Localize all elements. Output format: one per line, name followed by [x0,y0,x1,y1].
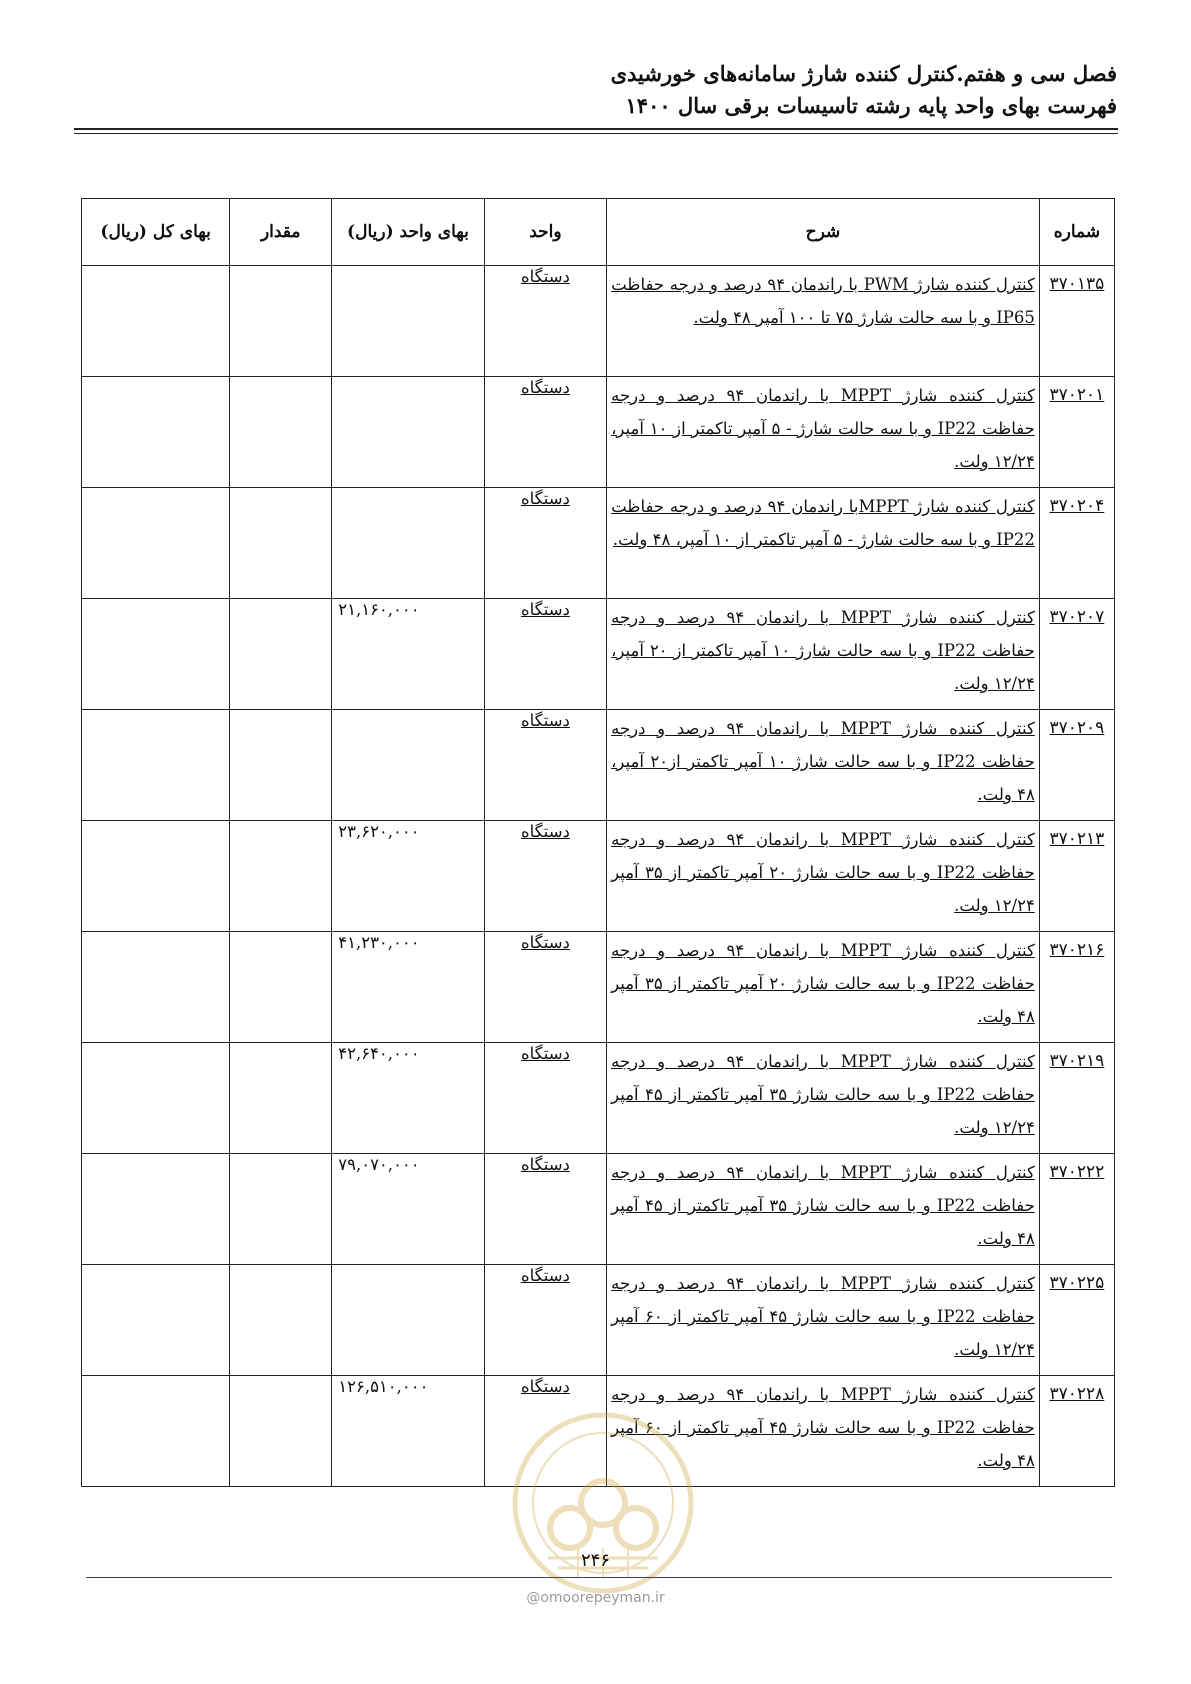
item-code-cell [1039,710,1114,821]
item-unit: دستگاه [520,711,570,730]
item-code: ۳۷۰۲۱۶ [1049,940,1105,960]
item-total [82,266,230,377]
item-qty [230,1376,332,1487]
item-unit-cell [484,377,606,488]
item-qty [230,821,332,932]
item-unit: دستگاه [520,1377,570,1396]
table-row [82,266,1115,377]
item-desc: کنترل کننده شارژ MPPT با راندمان ۹۴ درصد و درجه حفاظت IP22 و با سه حالت شارژ ۴۵ آمپر تاکمتر از ۶۰ آمپر ۱۲/۲۴ ولت. [611,1274,1035,1359]
item-unit-price: ۴۱,۲۳۰,۰۰۰ [332,932,484,1043]
item-desc-cell [607,1043,1040,1154]
item-desc-cell [607,266,1040,377]
item-unit-price: ۲۳,۶۲۰,۰۰۰ [332,821,484,932]
item-desc-cell [607,710,1040,821]
item-desc: کنترل کننده شارژ MPPT با راندمان ۹۴ درصد و درجه حفاظت IP22 و با سه حالت شارژ ۳۵ آمپر تاکمتر از ۴۵ آمپر ۱۲/۲۴ ولت. [611,1052,1035,1137]
item-code-cell [1039,599,1114,710]
item-code: ۳۷۰۲۰۹ [1049,718,1105,738]
col-header-code: شماره [1039,199,1114,266]
item-qty [230,1154,332,1265]
item-code: ۳۷۰۲۲۸ [1049,1384,1105,1404]
item-total [82,599,230,710]
item-total [82,1043,230,1154]
item-desc: کنترل کننده شارژ PWM با راندمان ۹۴ درصد و درجه حفاظت IP65 و با سه حالت شارژ ۷۵ تا ۱۰۰ آمپر ۴۸ ولت. [611,275,1035,327]
item-qty [230,488,332,599]
item-desc: کنترل کننده شارژ MPPTبا راندمان ۹۴ درصد و درجه حفاظت IP22 و با سه حالت شارژ - ۵ آمپر تاکمتر از ۱۰ آمپر، ۴۸ ولت. [611,497,1035,549]
price-table [81,198,1115,1487]
item-code: ۳۷۰۲۰۷ [1049,607,1105,627]
item-unit-price [332,1265,484,1376]
item-unit: دستگاه [520,267,570,286]
item-unit-cell [484,932,606,1043]
item-unit-price: ۴۲,۶۴۰,۰۰۰ [332,1043,484,1154]
item-qty [230,266,332,377]
item-qty [230,710,332,821]
item-code: ۳۷۰۲۲۵ [1049,1273,1105,1293]
item-unit-cell [484,821,606,932]
item-total [82,377,230,488]
item-unit-cell [484,266,606,377]
item-unit-price [332,710,484,821]
item-code-cell [1039,1154,1114,1265]
item-unit-cell [484,488,606,599]
item-code: ۳۷۰۲۰۱ [1049,385,1105,405]
table-row [82,710,1115,821]
item-desc: کنترل کننده شارژ MPPT با راندمان ۹۴ درصد و درجه حفاظت IP22 و با سه حالت شارژ - ۵ آمپر تاکمتر از ۱۰ آمپر، ۱۲/۲۴ ولت. [611,386,1035,471]
document-title: فهرست بهای واحد پایه رشته تاسیسات برقی سال ۱۴۰۰ [625,93,1117,118]
item-qty [230,599,332,710]
item-desc: کنترل کننده شارژ MPPT با راندمان ۹۴ درصد و درجه حفاظت IP22 و با سه حالت شارژ ۲۰ آمپر تاکمتر از ۳۵ آمپر ۴۸ ولت. [611,941,1035,1026]
item-unit-cell [484,599,606,710]
item-unit: دستگاه [520,1266,570,1285]
table-row [82,932,1115,1043]
item-desc-cell [607,1265,1040,1376]
item-unit: دستگاه [520,1044,570,1063]
col-header-unit: واحد [484,199,606,266]
item-unit-price [332,377,484,488]
item-total [82,488,230,599]
item-code: ۳۷۰۲۱۳ [1049,829,1105,849]
item-unit-price [332,488,484,599]
header-rule-thick [74,128,1118,130]
item-unit-price [332,266,484,377]
item-total [82,710,230,821]
col-header-total: بهای کل (ریال) [82,199,230,266]
item-code-cell [1039,932,1114,1043]
chapter-title: فصل سی و هفتم.کنترل کننده شارژ سامانه‌های خورشیدی [610,61,1117,86]
table-header-row [82,199,1115,266]
footer-rule [86,1577,1112,1578]
item-code: ۳۷۰۱۳۵ [1049,274,1105,294]
item-code-cell [1039,1376,1114,1487]
site-watermark: @omoorepeyman.ir [526,1590,665,1606]
item-qty [230,1043,332,1154]
item-desc-cell [607,488,1040,599]
item-unit: دستگاه [520,1155,570,1174]
item-qty [230,932,332,1043]
item-qty [230,377,332,488]
item-total [82,1154,230,1265]
item-total [82,1376,230,1487]
col-header-qty: مقدار [230,199,332,266]
table-row [82,1154,1115,1265]
item-unit: دستگاه [520,933,570,952]
item-desc-cell [607,599,1040,710]
table-row [82,1043,1115,1154]
item-code-cell [1039,1265,1114,1376]
table-row [82,488,1115,599]
table-row [82,377,1115,488]
table-row [82,821,1115,932]
item-unit-cell [484,1154,606,1265]
item-unit-price: ۲۱,۱۶۰,۰۰۰ [332,599,484,710]
page-number: ۲۴۶ [580,1550,610,1571]
item-unit-price: ۷۹,۰۷۰,۰۰۰ [332,1154,484,1265]
item-desc: کنترل کننده شارژ MPPT با راندمان ۹۴ درصد و درجه حفاظت IP22 و با سه حالت شارژ ۳۵ آمپر تاکمتر از ۴۵ آمپر ۴۸ ولت. [611,1163,1035,1248]
table-row [82,599,1115,710]
table-row [82,1265,1115,1376]
item-desc: کنترل کننده شارژ MPPT با راندمان ۹۴ درصد و درجه حفاظت IP22 و با سه حالت شارژ ۲۰ آمپر تاکمتر از ۳۵ آمپر ۱۲/۲۴ ولت. [611,830,1035,915]
col-header-unit-price: بهای واحد (ریال) [332,199,484,266]
item-total [82,821,230,932]
item-desc: کنترل کننده شارژ MPPT با راندمان ۹۴ درصد و درجه حفاظت IP22 و با سه حالت شارژ ۴۵ آمپر تاکمتر از ۶۰ آمپر ۴۸ ولت. [611,1385,1035,1470]
item-desc: کنترل کننده شارژ MPPT با راندمان ۹۴ درصد و درجه حفاظت IP22 و با سه حالت شارژ ۱۰ آمپر تاکمتر از ۲۰ آمپر، ۱۲/۲۴ ولت. [611,608,1035,693]
item-code-cell [1039,377,1114,488]
item-desc-cell [607,377,1040,488]
item-desc-cell [607,1154,1040,1265]
item-total [82,932,230,1043]
item-code: ۳۷۰۲۰۴ [1049,496,1105,516]
item-code-cell [1039,1043,1114,1154]
item-code-cell [1039,266,1114,377]
item-unit: دستگاه [520,822,570,841]
header-rule-thin [74,133,1118,134]
item-code-cell [1039,821,1114,932]
item-desc: کنترل کننده شارژ MPPT با راندمان ۹۴ درصد و درجه حفاظت IP22 و با سه حالت شارژ ۱۰ آمپر تاکمتر از۲۰ آمپر، ۴۸ ولت. [611,719,1035,804]
item-total [82,1265,230,1376]
item-unit: دستگاه [520,600,570,619]
col-header-desc: شرح [607,199,1040,266]
item-qty [230,1265,332,1376]
item-code: ۳۷۰۲۱۹ [1049,1051,1105,1071]
item-code: ۳۷۰۲۲۲ [1049,1162,1105,1182]
item-desc-cell [607,821,1040,932]
item-unit-price: ۱۲۶,۵۱۰,۰۰۰ [332,1376,484,1487]
page-header [77,58,1117,122]
item-unit: دستگاه [520,378,570,397]
item-unit-cell [484,1265,606,1376]
item-code-cell [1039,488,1114,599]
item-unit-cell [484,1043,606,1154]
item-unit: دستگاه [520,489,570,508]
item-unit-cell [484,710,606,821]
item-desc-cell [607,932,1040,1043]
